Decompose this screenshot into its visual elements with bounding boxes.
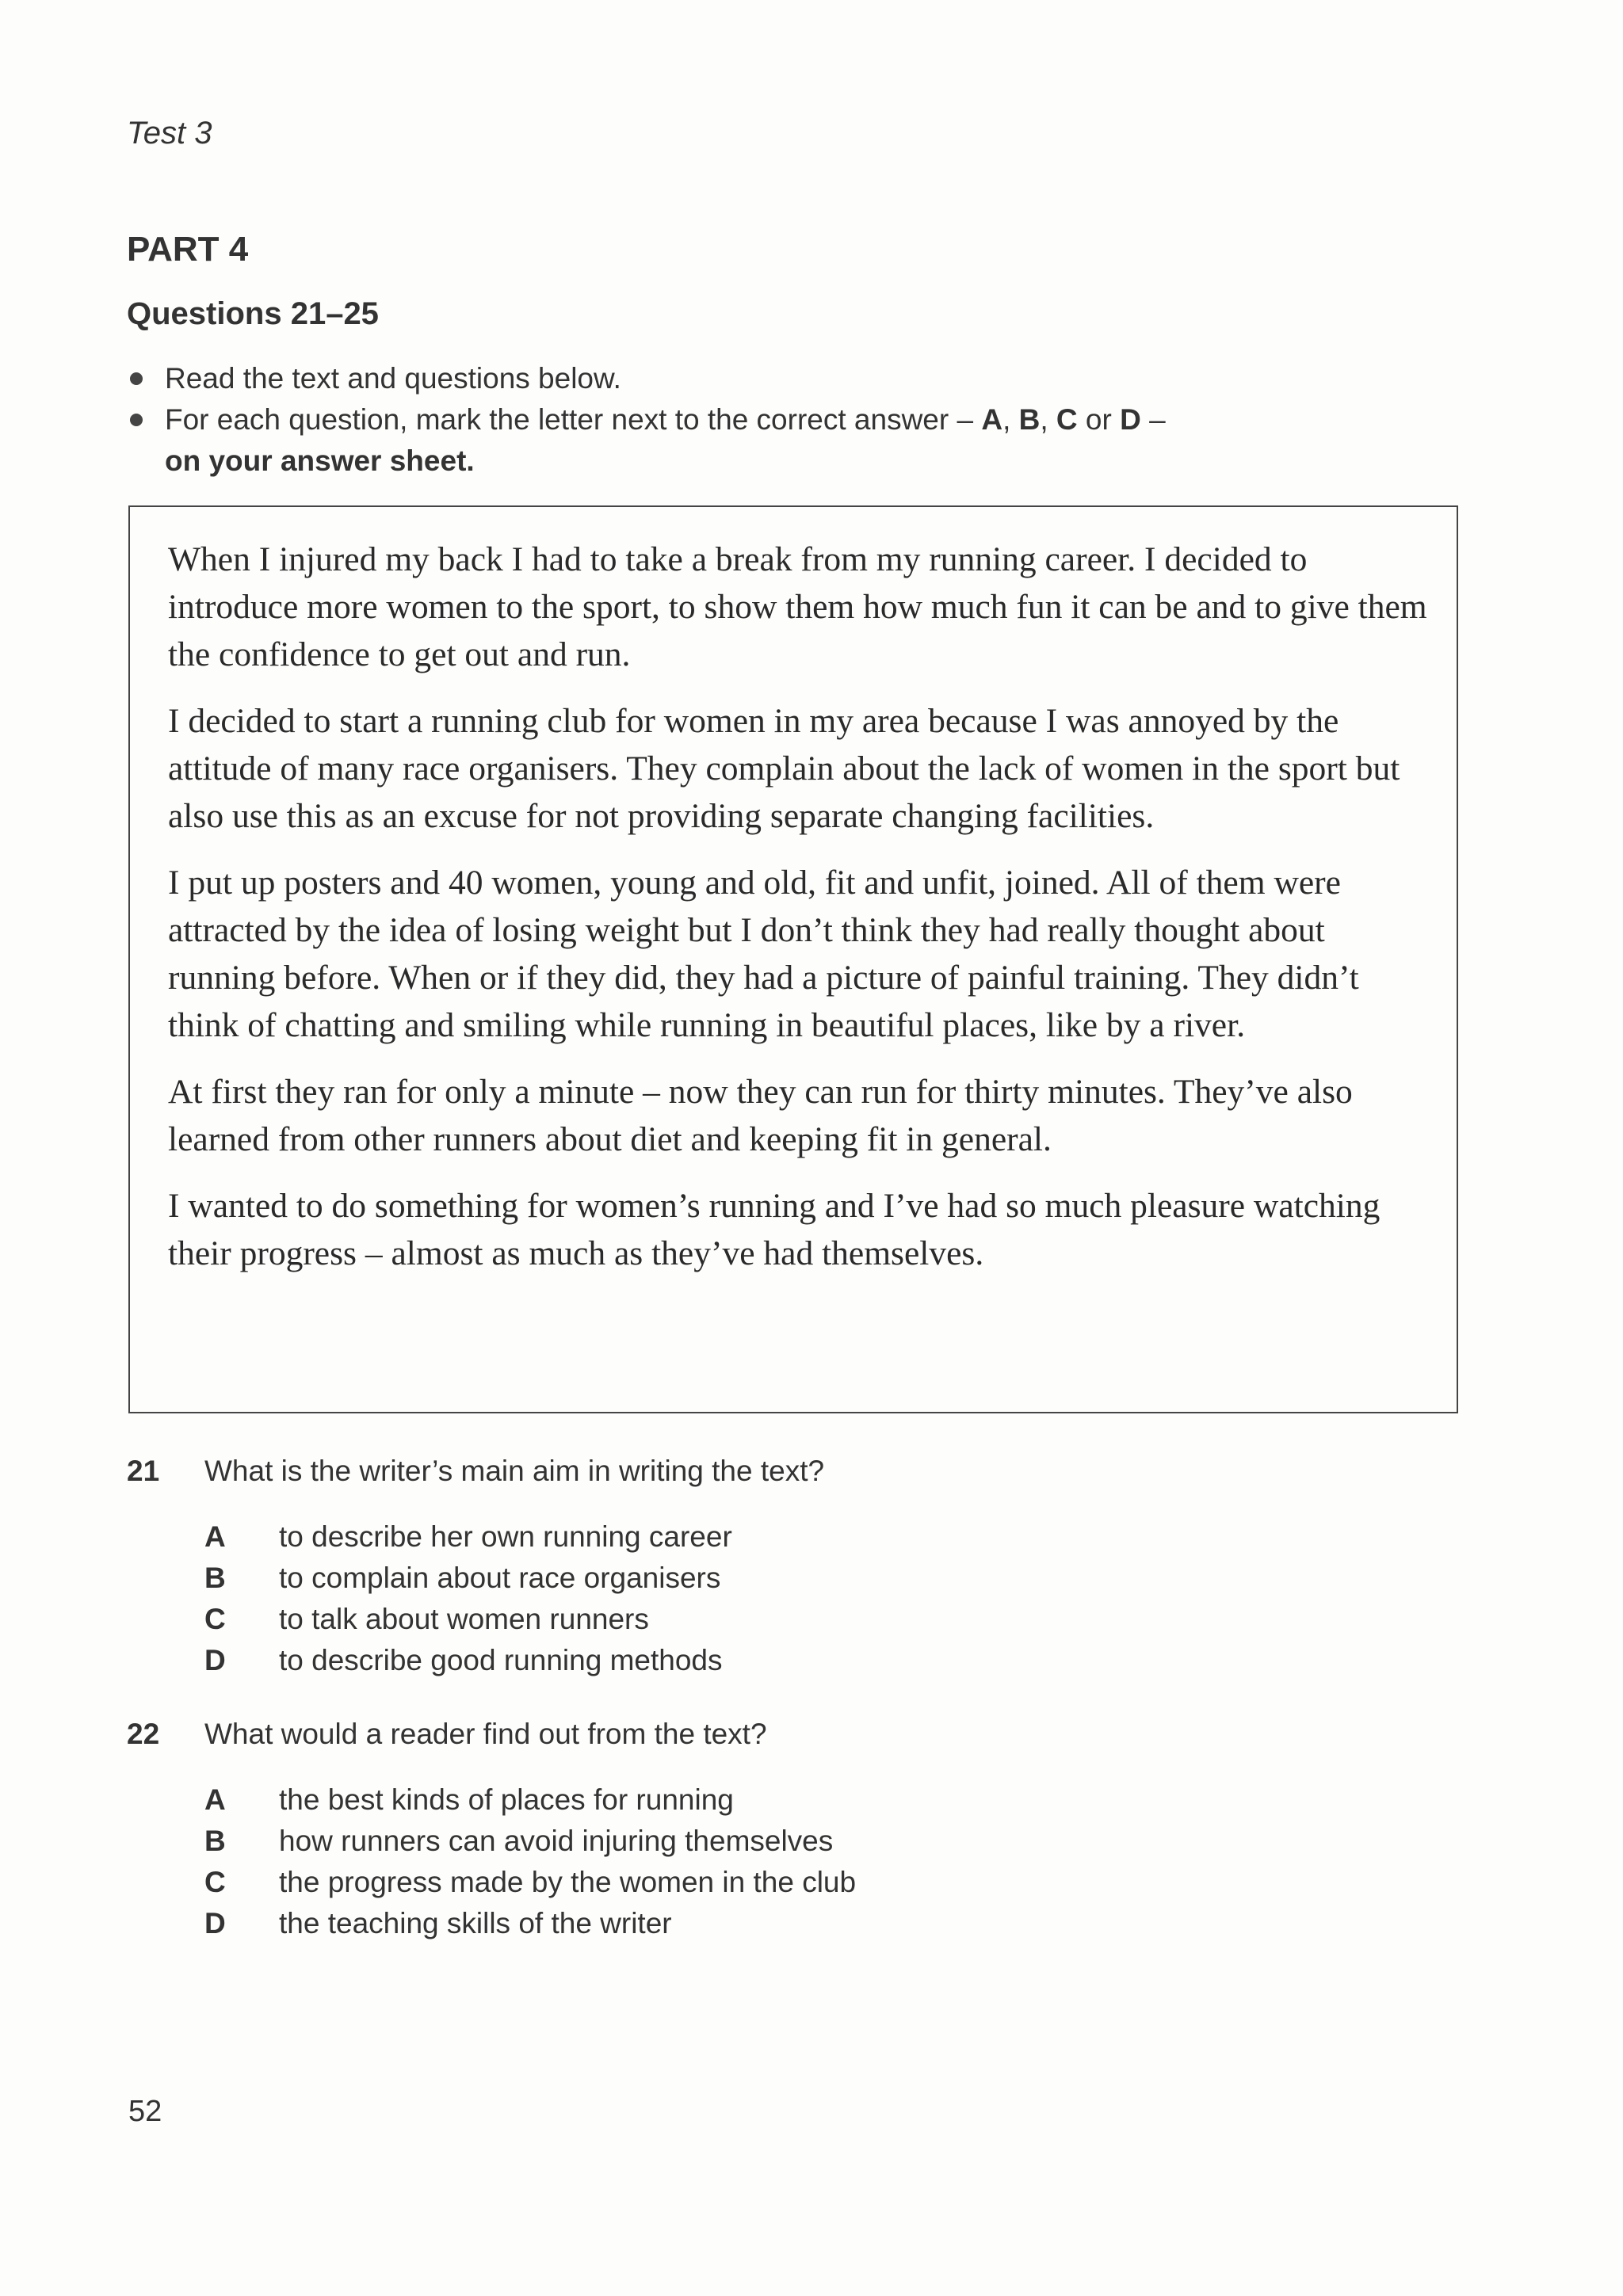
bullet-icon <box>130 414 143 426</box>
option-d[interactable] <box>204 1903 856 1944</box>
option-a[interactable] <box>204 1779 856 1821</box>
question-22-options <box>204 1779 856 1944</box>
option-letter: B <box>204 1825 226 1857</box>
instruction-answer-sheet: on your answer sheet. <box>165 444 475 477</box>
option-text: to complain about race organisers <box>279 1562 721 1594</box>
option-c[interactable] <box>204 1862 856 1903</box>
passage-paragraph: At first they ran for only a minute – now they can run for thirty minutes. They’ve also learned from other runners about diet and keeping fit in general. <box>168 1073 1353 1158</box>
option-text: the best kinds of places for running <box>279 1783 734 1816</box>
instruction-text: For each question, mark the letter next to the correct answer – <box>165 403 982 436</box>
instruction-item <box>127 399 1166 482</box>
option-letter: A <box>204 1783 226 1816</box>
passage-paragraph: I wanted to do something for women’s running and I’ve had so much pleasure watching their progress – almost as much as they’ve had themselves. <box>168 1187 1381 1272</box>
option-c[interactable] <box>204 1599 732 1640</box>
separator: , <box>1002 403 1019 436</box>
option-text: the progress made by the women in the club <box>279 1866 857 1898</box>
option-letter: C <box>204 1603 226 1635</box>
instructions-list <box>127 358 1166 482</box>
questions-range-heading: Questions 21–25 <box>127 296 379 331</box>
bullet-icon <box>130 372 143 385</box>
option-a[interactable] <box>204 1516 732 1558</box>
option-b[interactable] <box>204 1558 732 1599</box>
option-text: to describe good running methods <box>279 1644 723 1676</box>
separator: or <box>1077 403 1121 436</box>
option-letter: B <box>204 1562 226 1594</box>
part-title: PART 4 <box>127 230 249 269</box>
option-text: to describe her own running career <box>279 1520 732 1553</box>
question-21 <box>127 1455 824 1488</box>
option-letter: D <box>204 1644 226 1676</box>
option-letter: D <box>204 1907 226 1939</box>
option-b[interactable] <box>204 1821 856 1862</box>
passage-paragraph: I put up posters and 40 women, young and old, fit and unfit, joined. All of them were attracted by the idea of losing weight but I don’t think they had really thought about running before. When or if they did, they had a picture of painful training. They didn’t think of chatting and smiling while running in beautiful places, like by a river. <box>168 864 1359 1044</box>
question-21-options <box>204 1516 732 1681</box>
question-number: 22 <box>127 1718 160 1750</box>
question-text: What is the writer’s main aim in writing the text? <box>204 1455 825 1487</box>
option-letter: C <box>204 1866 226 1898</box>
passage-paragraph: I decided to start a running club for women in my area because I was annoyed by the attitude of many race organisers. They complain about the lack of women in the sport but also use this as an excuse for not providing separate changing facilities. <box>168 702 1400 835</box>
running-head: Test 3 <box>127 116 212 151</box>
answer-letter-c: C <box>1056 403 1078 436</box>
option-text: the teaching skills of the writer <box>279 1907 672 1939</box>
option-d[interactable] <box>204 1640 732 1681</box>
answer-letter-d: D <box>1120 403 1141 436</box>
instruction-item <box>127 358 1166 399</box>
question-number: 21 <box>127 1455 160 1487</box>
instruction-text: Read the text and questions below. <box>165 362 621 395</box>
question-text: What would a reader find out from the text? <box>204 1718 767 1750</box>
dash: – <box>1140 403 1166 436</box>
option-text: to talk about women runners <box>279 1603 649 1635</box>
answer-letter-b: B <box>1018 403 1041 436</box>
question-22 <box>127 1718 767 1751</box>
option-text: how runners can avoid injuring themselves <box>279 1825 834 1857</box>
reading-passage <box>168 536 1436 1296</box>
answer-letter-a: A <box>981 403 1003 436</box>
separator: , <box>1040 403 1056 436</box>
passage-paragraph: When I injured my back I had to take a break from my running career. I decided to introduce more women to the sport, to show them how much fun it can be and to give them the confidence to get out and run. <box>168 540 1427 673</box>
option-letter: A <box>204 1520 226 1553</box>
page-number: 52 <box>128 2095 162 2128</box>
